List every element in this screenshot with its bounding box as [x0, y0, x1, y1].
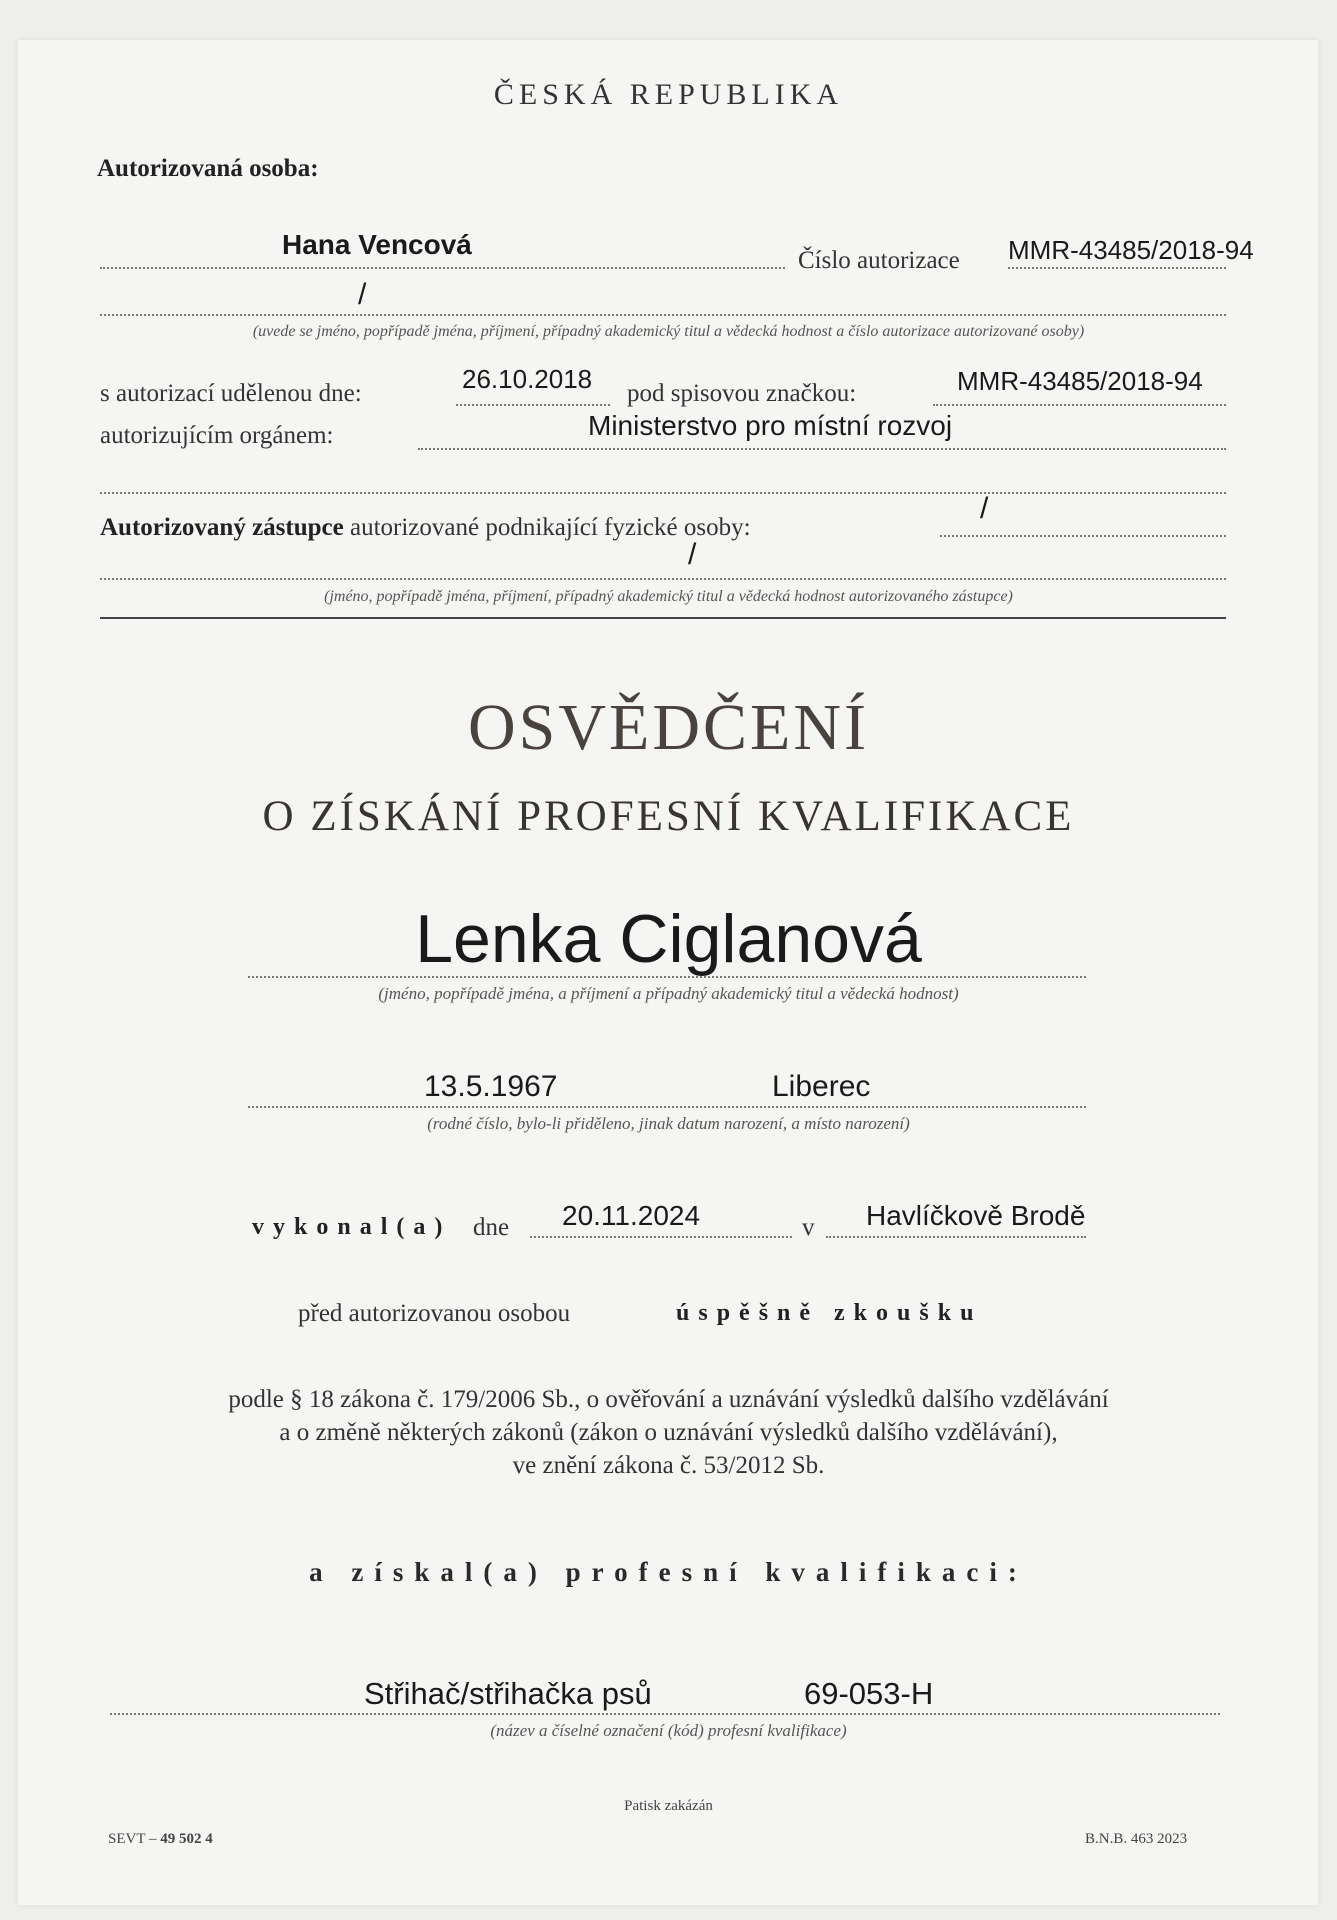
- exam-result: úspěšně zkoušku: [676, 1300, 983, 1326]
- representative-caption: (jméno, popřípadě jména, příjmení, případný akademický titul a vědecká hodnost autorizovaného zástupce): [324, 588, 1013, 605]
- exam-date: 20.11.2024: [562, 1200, 701, 1231]
- authority-value: Ministerstvo pro místní rozvoj: [588, 410, 953, 441]
- qualification-line: [110, 1713, 1220, 1715]
- authorized-person-line: [100, 267, 785, 269]
- auth-number-line: [1008, 267, 1226, 269]
- holder-name-line: [248, 976, 1086, 978]
- reprint-notice: Patisk zakázán: [624, 1798, 713, 1814]
- representative-label: [100, 514, 751, 542]
- file-number-value: MMR-43485/2018-94: [957, 366, 1203, 396]
- auth-number-label: Číslo autorizace: [798, 247, 960, 274]
- qualification-name: Střihač/střihačka psů: [364, 1676, 652, 1711]
- birth-place: Liberec: [772, 1070, 871, 1103]
- exam-place-prefix: v: [802, 1214, 815, 1241]
- representative-label-bold: Autorizovaný zástupce: [100, 514, 344, 541]
- representative-line: [940, 535, 1226, 537]
- authorized-person-name: Hana Vencová: [282, 229, 472, 260]
- granted-label: s autorizací udělenou dne:: [100, 380, 362, 407]
- performed-label: vykonal(a): [252, 1214, 452, 1240]
- footer-left: [108, 1831, 213, 1848]
- auth-number-value: MMR-43485/2018-94: [1008, 235, 1254, 265]
- certificate-title: OSVĚDČENÍ: [468, 691, 869, 764]
- file-number-line: [933, 404, 1226, 406]
- birth-date: 13.5.1967: [424, 1070, 558, 1103]
- section-divider: [100, 617, 1226, 619]
- authority-line-2: [100, 492, 1226, 494]
- law-line-3: ve znění zákona č. 53/2012 Sb.: [512, 1452, 825, 1479]
- law-line-1: podle § 18 zákona č. 179/2006 Sb., o ověřování a uznávání výsledků dalšího vzdělávání: [228, 1386, 1109, 1413]
- footer-left-prefix: SEVT –: [108, 1831, 157, 1847]
- birth-caption: (rodné číslo, bylo-li přiděleno, jinak datum narození, a místo narození): [427, 1114, 910, 1133]
- authority-line: [418, 448, 1226, 450]
- qualification-caption: (název a číselné označení (kód) profesní kvalifikace): [490, 1721, 847, 1740]
- representative-line-2: [100, 578, 1226, 580]
- authorized-person-line-2: [100, 314, 1226, 316]
- authority-label: autorizujícím orgánem:: [100, 422, 334, 449]
- exam-date-line: [530, 1236, 792, 1238]
- granted-date: 26.10.2018: [462, 364, 593, 394]
- representative-label-rest: autorizované podnikající fyzické osoby:: [349, 514, 751, 541]
- footer-left-code: 49 502 4: [160, 1831, 213, 1847]
- granted-date-line: [456, 404, 610, 406]
- qualification-code: 69-053-H: [804, 1676, 934, 1711]
- law-line-2: a o změně některých zákonů (zákon o uznávání výsledků dalšího vzdělávání),: [279, 1419, 1058, 1446]
- footer-right: B.N.B. 463 2023: [1085, 1831, 1188, 1847]
- country-heading: ČESKÁ REPUBLIKA: [493, 78, 844, 111]
- certificate-subtitle: O ZÍSKÁNÍ PROFESNÍ KVALIFIKACE: [262, 793, 1075, 840]
- before-label: před autorizovanou osobou: [298, 1300, 571, 1327]
- authorized-person-caption: (uvede se jméno, popřípadě jména, příjmení, případný akademický titul a vědecká hodnost a číslo autorizace autorizované osoby): [252, 323, 1085, 340]
- authorized-person-label: Autorizovaná osoba:: [97, 155, 319, 182]
- exam-place-line: [826, 1236, 1086, 1238]
- birth-line: [248, 1106, 1086, 1108]
- representative-value-2: /: [688, 538, 697, 571]
- exam-date-label: dne: [473, 1214, 510, 1241]
- file-number-label: pod spisovou značkou:: [627, 380, 857, 407]
- representative-value-1: /: [980, 492, 989, 525]
- authorized-person-slash: /: [358, 278, 367, 311]
- qualification-heading: a získal(a) profesní kvalifikaci:: [309, 1557, 1028, 1587]
- holder-name: Lenka Ciglanová: [415, 901, 922, 977]
- holder-name-caption: (jméno, popřípadě jména, a příjmení a případný akademický titul a vědecká hodnost): [378, 984, 959, 1003]
- exam-place: Havlíčkově Brodě: [866, 1200, 1086, 1231]
